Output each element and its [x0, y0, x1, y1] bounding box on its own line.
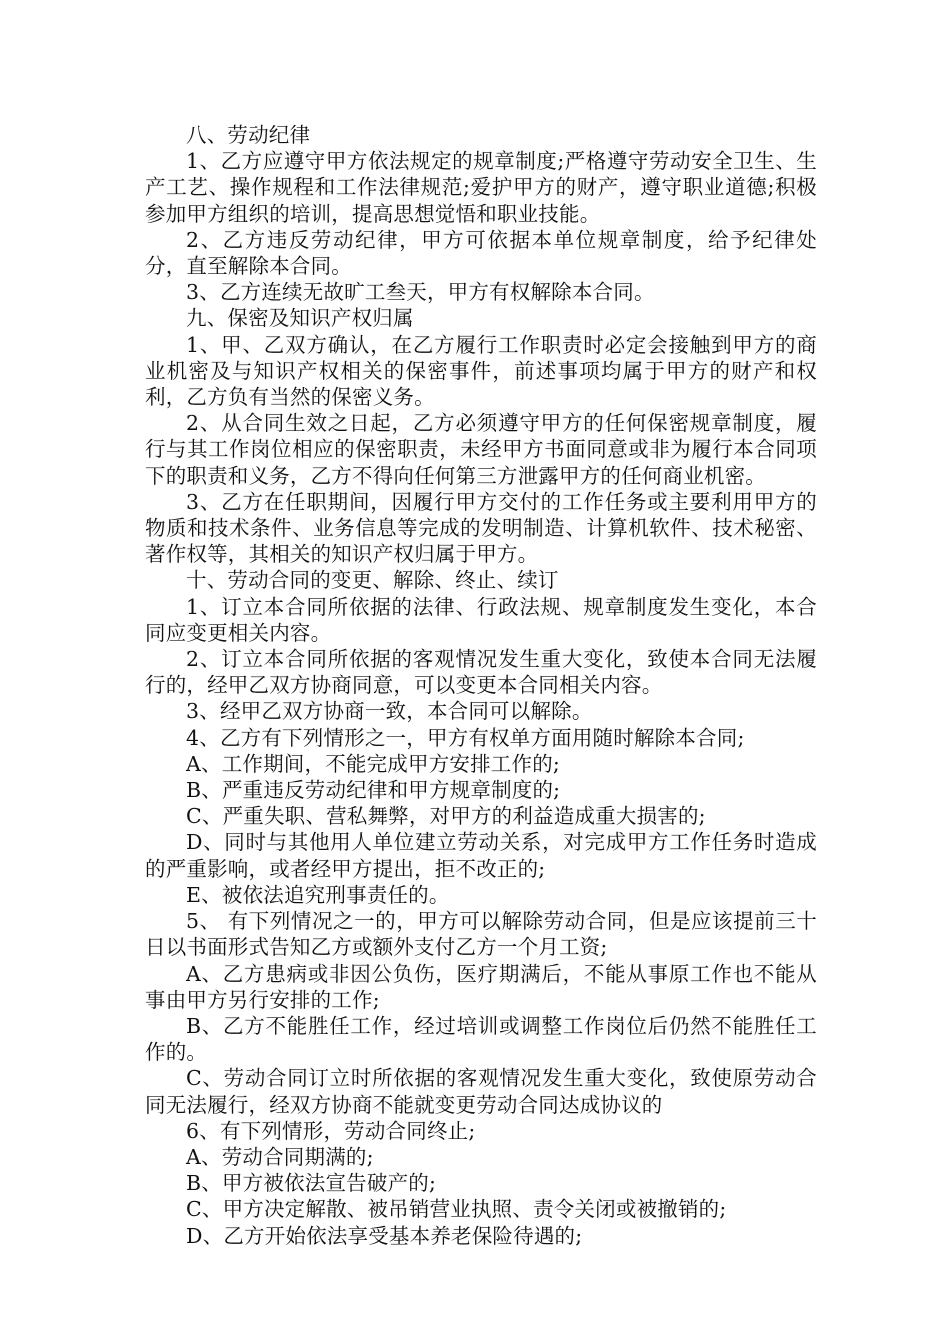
- clause-10-4-a: A、工作期间，不能完成甲方安排工作的;: [186, 751, 561, 776]
- clause-9-3: 3、乙方在任职期间，因履行甲方交付的工作任务或主要利用甲方的物质和技术条件、业务信息等完成的发明制造、计算机软件、技术秘密、著作权等，其相关的知识产权归属于甲方。: [145, 489, 817, 567]
- clause-10-6-c: C、甲方决定解散、被吊销营业执照、责令关闭或被撤销的;: [186, 1197, 727, 1222]
- clause-10-1: 1、订立本合同所依据的法律、行政法规、规章制度发生变化，本合同应变更相关内容。: [145, 594, 817, 645]
- contract-body: [145, 122, 817, 1249]
- section-heading-9: 九、保密及知识产权归属: [186, 306, 414, 331]
- clause-10-4-c: C、严重失职、营私舞弊，对甲方的利益造成重大损害的;: [186, 804, 706, 829]
- clause-10-5-a: A、乙方患病或非因公负伤，医疗期满后，不能从事原工作也不能从事由甲方另行安排的工作;: [145, 961, 817, 1012]
- clause-10-4-d: D、同时与其他用人单位建立劳动关系，对完成甲方工作任务时造成的严重影响，或者经甲方提出，拒不改正的;: [145, 830, 817, 881]
- clause-10-6-a: A、劳动合同期满的;: [186, 1144, 374, 1169]
- clause-10-6: 6、有下列情形，劳动合同终止;: [186, 1118, 476, 1143]
- clause-8-3: 3、乙方连续无故旷工叁天，甲方有权解除本合同。: [186, 280, 655, 305]
- clause-10-3: 3、经甲乙双方协商一致，本合同可以解除。: [186, 699, 593, 724]
- clause-9-1: 1、甲、乙双方确认，在乙方履行工作职责时必定会接触到甲方的商业机密及与知识产权相关的保密事件，前述事项均属于甲方的财产和权利，乙方负有当然的保密义务。: [145, 332, 817, 410]
- clause-10-2: 2、订立本合同所依据的客观情况发生重大变化，致使本合同无法履行的，经甲乙双方协商同意，可以变更本合同相关内容。: [145, 647, 817, 698]
- section-heading-10: 十、劳动合同的变更、解除、终止、续订: [186, 568, 559, 593]
- clause-10-4: 4、乙方有下列情形之一，甲方有权单方面用随时解除本合同;: [186, 725, 745, 750]
- clause-10-5-c: C、劳动合同订立时所依据的客观情况发生重大变化，致使原劳动合同无法履行，经双方协商不能就变更劳动合同达成协议的: [145, 1066, 817, 1117]
- clause-10-5: 5、 有下列情况之一的，甲方可以解除劳动合同，但是应该提前三十日以书面形式告知乙方或额外支付乙方一个月工资;: [145, 909, 817, 960]
- clause-10-6-b: B、甲方被依法宣告破产的;: [186, 1171, 437, 1196]
- clause-10-4-b: B、严重违反劳动纪律和甲方规章制度的;: [186, 778, 561, 803]
- clause-10-5-b: B、乙方不能胜任工作，经过培训或调整工作岗位后仍然不能胜任工作的。: [145, 1013, 817, 1065]
- clause-9-2: 2、从合同生效之日起，乙方必须遵守甲方的任何保密规章制度，履行与其工作岗位相应的保密职责，未经甲方书面同意或非为履行本合同项下的职责和义务，乙方不得向任何第三方泄露甲方的任何商业机密。: [145, 411, 817, 488]
- clause-10-4-e: E、被依法追究刑事责任的。: [186, 882, 450, 907]
- clause-10-6-d: D、乙方开始依法享受基本养老保险待遇的;: [186, 1223, 583, 1248]
- clause-8-2: 2、乙方违反劳动纪律，甲方可依据本单位规章制度，给予纪律处分，直至解除本合同。: [145, 227, 817, 279]
- section-heading-8: 八、劳动纪律: [186, 123, 311, 147]
- clause-8-1: 1、乙方应遵守甲方依法规定的规章制度;严格遵守劳动安全卫生、生产工艺、操作规程和工作法律规范;爱护甲方的财产，遵守职业道德;积极参加甲方组织的培训，提高思想觉悟和职业技能。: [145, 149, 817, 226]
